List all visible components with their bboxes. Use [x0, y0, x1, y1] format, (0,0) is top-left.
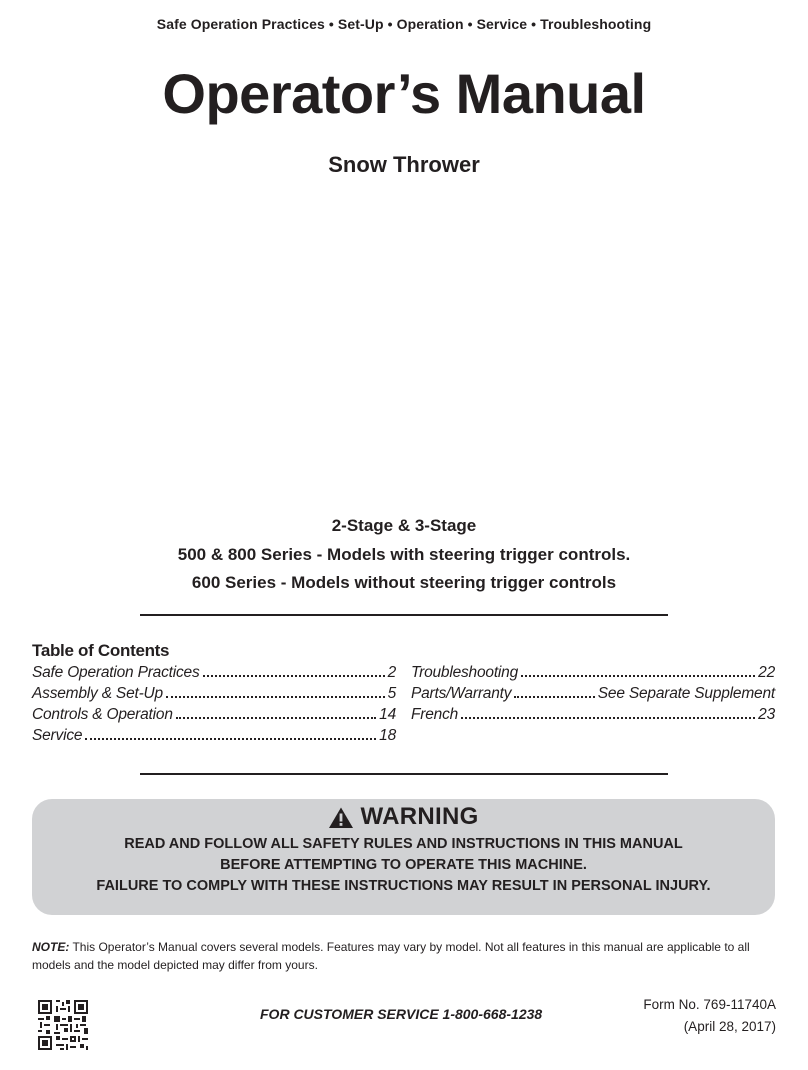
page-subtitle: Snow Thrower — [328, 152, 480, 177]
toc-leader — [461, 717, 755, 719]
model-line-600: 600 Series - Models without steering trigger controls — [191, 573, 617, 592]
toc-entry[interactable] — [32, 664, 396, 685]
warning-line: READ AND FOLLOW ALL SAFETY RULES AND INSTRUCTIONS IN THIS MANUAL — [124, 836, 683, 852]
toc-entry-label: French — [411, 706, 459, 723]
warning-line: FAILURE TO COMPLY WITH THESE INSTRUCTIONS MAY RESULT IN PERSONAL INJURY. — [96, 878, 711, 894]
toc-entry-page: 23 — [758, 706, 775, 723]
toc-title: Table of Contents — [32, 641, 170, 660]
toc-entry-page: 22 — [758, 664, 775, 681]
note-paragraph — [32, 938, 777, 974]
toc-entry-page: See Separate Supplement — [597, 685, 775, 702]
model-line-stages: 2-Stage & 3-Stage — [331, 516, 477, 535]
warning-heading — [32, 803, 775, 831]
toc-entry[interactable] — [32, 685, 396, 706]
warning-text — [32, 834, 775, 897]
toc-leader — [521, 675, 755, 677]
warning-heading-text: WARNING — [360, 803, 479, 830]
form-date: (April 28, 2017) — [683, 1019, 776, 1034]
toc-entry-label: Safe Operation Practices — [32, 664, 200, 681]
toc-entry-label: Service — [32, 727, 83, 744]
customer-service-line: FOR CUSTOMER SERVICE 1-800-668-1238 — [260, 1006, 543, 1022]
toc-entry-page: 5 — [387, 685, 396, 702]
topics-line: Safe Operation Practices • Set-Up • Operation • Service • Troubleshooting — [156, 16, 652, 32]
toc-entry[interactable] — [411, 706, 775, 727]
note-text: This Operator’s Manual covers several models. Features may vary by model. Not all features in this manual are applicable to all models and the model depicted may differ from yours. — [32, 940, 750, 972]
toc-column-right — [411, 664, 775, 727]
toc-entry-label: Assembly & Set-Up — [32, 685, 163, 702]
toc-column-left — [32, 664, 396, 748]
divider-bottom — [140, 773, 668, 775]
toc-entry-label: Controls & Operation — [32, 706, 173, 723]
model-line-500-800: 500 & 800 Series - Models with steering trigger controls. — [177, 544, 631, 564]
form-info — [643, 994, 776, 1038]
page-title: Operator’s Manual — [162, 62, 646, 125]
toc-entry-page: 2 — [387, 664, 396, 681]
toc-entry[interactable] — [32, 727, 396, 748]
toc-entry[interactable] — [411, 685, 775, 706]
warning-triangle-icon — [328, 806, 354, 829]
toc-leader — [85, 738, 376, 740]
qr-code-icon — [38, 1000, 88, 1050]
toc-entry-label: Troubleshooting — [411, 664, 519, 681]
warning-line: BEFORE ATTEMPTING TO OPERATE THIS MACHINE. — [220, 857, 587, 873]
toc-entry-label: Parts/Warranty — [411, 685, 512, 702]
toc-leader — [176, 717, 376, 719]
form-number: Form No. 769-11740A — [643, 997, 776, 1012]
toc-leader — [203, 675, 385, 677]
toc-leader — [166, 696, 385, 698]
divider-top — [140, 614, 668, 616]
toc-entry-page: 18 — [379, 727, 396, 744]
toc-entry[interactable] — [32, 706, 396, 727]
toc-entry[interactable] — [411, 664, 775, 685]
toc-entry-page: 14 — [379, 706, 396, 723]
note-label: NOTE: — [32, 940, 70, 954]
toc-leader — [514, 696, 594, 698]
model-series-block — [0, 512, 808, 598]
